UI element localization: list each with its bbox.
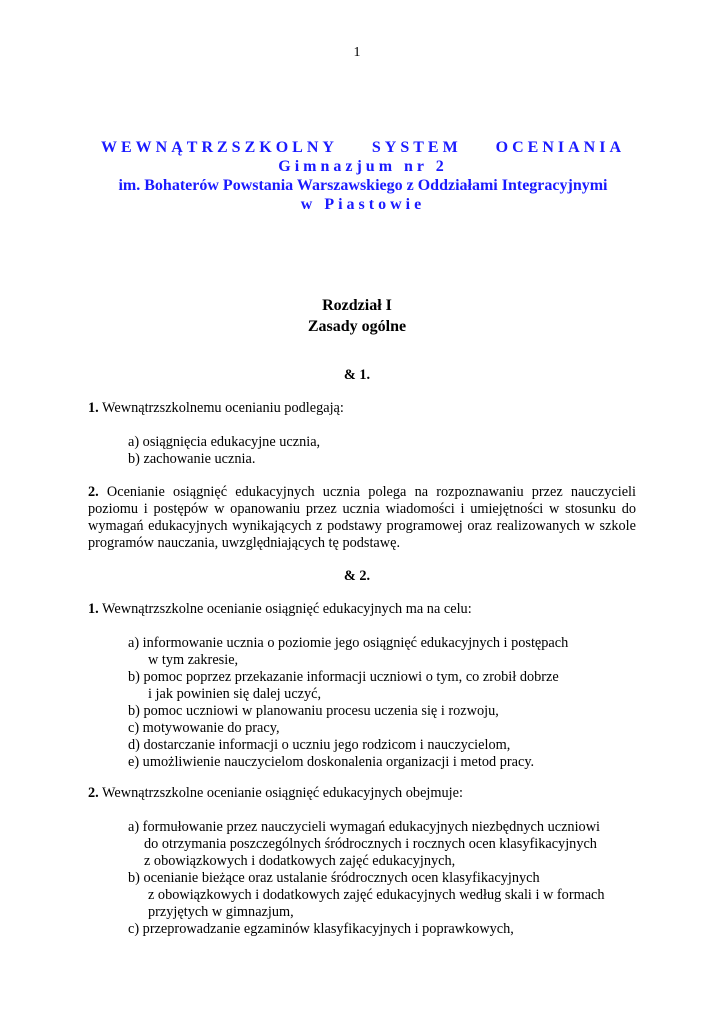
- section-sign-2: & 2.: [343, 568, 371, 584]
- chapter-name: Zasady ogólne: [307, 318, 407, 335]
- paragraph-number: 1.: [88, 601, 99, 617]
- list-item: b) pomoc poprzez przekazanie informacji uczniowi o tym, co zrobił dobrze: [128, 669, 559, 685]
- title-line-3: im. Bohaterów Powstania Warszawskiego z Oddziałami Integracyjnymi: [118, 177, 608, 194]
- title-line-2: Gimnazjum nr 2: [278, 158, 448, 175]
- list-item: b) zachowanie ucznia.: [128, 451, 256, 467]
- list-item-continuation: z obowiązkowych i dodatkowych zajęć edukacyjnych według skali i w formach: [148, 887, 605, 903]
- list-item-continuation: z obowiązkowych i dodatkowych zajęć edukacyjnych,: [144, 853, 456, 869]
- list-2-1: [128, 635, 688, 771]
- title-line-1: [101, 138, 625, 157]
- paragraph-number: 2.: [88, 484, 99, 500]
- list-item: c) motywowanie do pracy,: [128, 720, 280, 736]
- title-word-1: WEWNĄTRZSZKOLNY: [101, 139, 338, 156]
- chapter-heading: [0, 295, 714, 337]
- page-number: 1: [353, 45, 361, 60]
- list-2-2: [128, 819, 688, 938]
- document-title: [101, 138, 625, 214]
- paragraph-number: 2.: [88, 785, 99, 801]
- list-item: c) przeprowadzanie egzaminów klasyfikacyjnych i poprawkowych,: [128, 921, 514, 937]
- paragraph-text: Wewnątrzszkolnemu ocenianiu podlegają:: [98, 400, 344, 416]
- chapter-number: Rozdział I: [322, 297, 392, 314]
- paragraph-text: Wewnątrzszkolne ocenianie osiągnięć edukacyjnych ma na celu:: [98, 601, 472, 617]
- paragraph-2-2: [88, 785, 636, 802]
- paragraph-1-1: [88, 400, 636, 417]
- list-item: a) osiągnięcia edukacyjne ucznia,: [128, 434, 321, 450]
- list-item-continuation: i jak powinien się dalej uczyć,: [148, 686, 322, 702]
- title-word-2: SYSTEM: [371, 139, 462, 156]
- list-item: a) formułowanie przez nauczycieli wymagań edukacyjnych niezbędnych uczniowi: [128, 819, 600, 835]
- section-sign-1: & 1.: [343, 367, 371, 383]
- paragraph-text: Ocenianie osiągnięć edukacyjnych ucznia polega na rozpoznawaniu przez nauczycieli poziomu i postępów w opanowaniu przez ucznia wiadomości i umiejętności w stosunku do wymagań edukacyjnych wynikających z podstawy programowej oraz realizowanych w szkole programów nauczania, uwzględniających tę podstawę.: [88, 484, 636, 551]
- list-item: b) pomoc uczniowi w planowaniu procesu uczenia się i rozwoju,: [128, 703, 499, 719]
- list-item-continuation: przyjętych w gimnazjum,: [148, 904, 294, 920]
- paragraph-2-1: [88, 601, 636, 618]
- title-word-3: OCENIANIA: [495, 139, 625, 156]
- list-item: d) dostarczanie informacji o uczniu jego rodzicom i nauczycielom,: [128, 737, 511, 753]
- title-line-4: w Piastowie: [300, 196, 426, 213]
- paragraph-text: Wewnątrzszkolne ocenianie osiągnięć edukacyjnych obejmuje:: [98, 785, 463, 801]
- paragraph-1-2: [88, 484, 636, 552]
- list-item-continuation: do otrzymania poszczególnych śródrocznych i rocznych ocen klasyfikacyjnych: [144, 836, 597, 852]
- list-1-1: [128, 434, 688, 468]
- paragraph-number: 1.: [88, 400, 99, 416]
- list-item-continuation: w tym zakresie,: [148, 652, 239, 668]
- list-item: b) ocenianie bieżące oraz ustalanie śródrocznych ocen klasyfikacyjnych: [128, 870, 540, 886]
- list-item: a) informowanie ucznia o poziomie jego osiągnięć edukacyjnych i postępach: [128, 635, 569, 651]
- list-item: e) umożliwienie nauczycielom doskonalenia organizacji i metod pracy.: [128, 754, 535, 770]
